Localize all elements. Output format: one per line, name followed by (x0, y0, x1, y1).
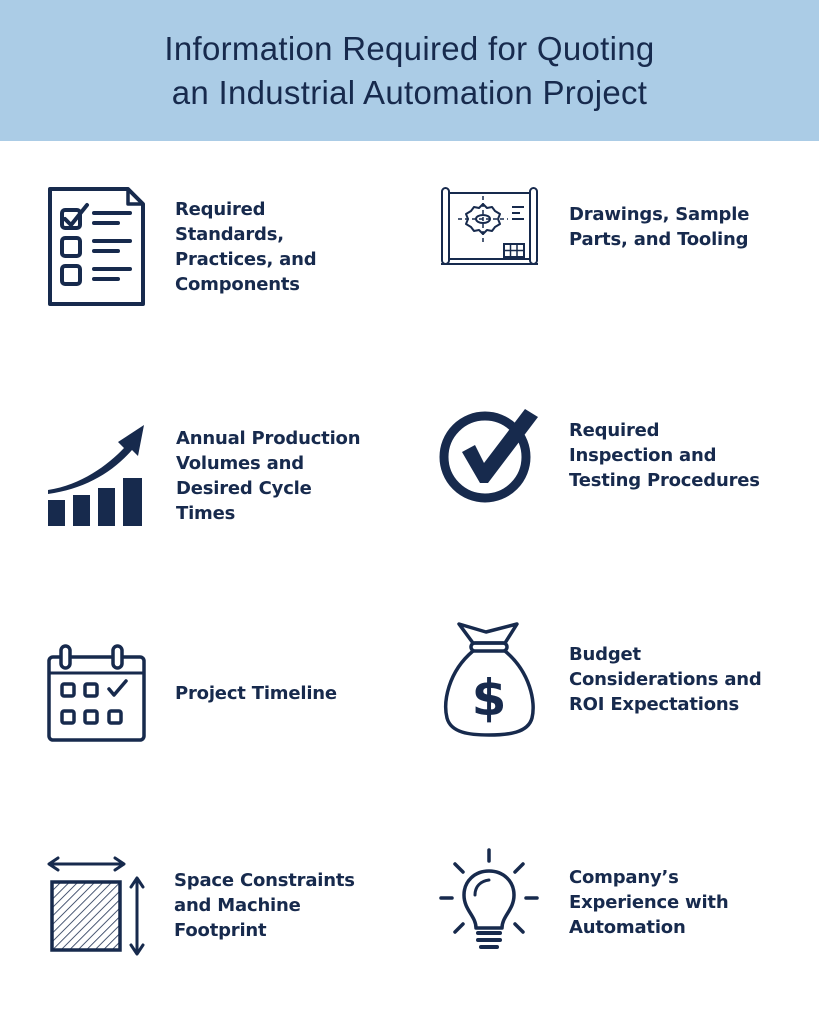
title-line-1: Information Required for Quoting (164, 29, 655, 67)
item-label: Annual Production Volumes and Desired Cycle Times (176, 428, 361, 524)
growth-chart-icon (46, 425, 146, 527)
item-standards (46, 185, 316, 308)
item-label: Required Standards, Practices, and Components (175, 198, 317, 295)
item-timeline (47, 644, 337, 743)
item-label: Company’s Experience with Automation (569, 866, 729, 938)
item-budget (442, 620, 762, 738)
footprint-dimensions-icon (46, 854, 150, 956)
title-line-2: an Industrial Automation Project (171, 73, 648, 111)
item-label: Drawings, Sample Parts, and Tooling (569, 204, 750, 250)
checklist-icon (46, 185, 146, 308)
money-bag-icon (442, 620, 538, 738)
blueprint-icon (438, 186, 541, 268)
item-label: Space Constraints and Machine Footprint (174, 869, 355, 941)
item-label: Required Inspection and Testing Procedures (569, 419, 760, 491)
item-space (46, 854, 355, 956)
item-inspection (439, 407, 760, 503)
item-label: Budget Considerations and ROI Expectations (569, 643, 762, 715)
item-label: Project Timeline (175, 683, 337, 704)
calendar-icon (47, 644, 146, 743)
header-banner (0, 0, 819, 141)
item-drawings (438, 186, 749, 268)
page-title (164, 27, 654, 115)
item-production (46, 425, 360, 527)
checkmark-circle-icon (439, 407, 541, 503)
svg-text:$: $ (471, 669, 507, 727)
lightbulb-icon (438, 848, 540, 956)
item-experience (438, 848, 728, 956)
